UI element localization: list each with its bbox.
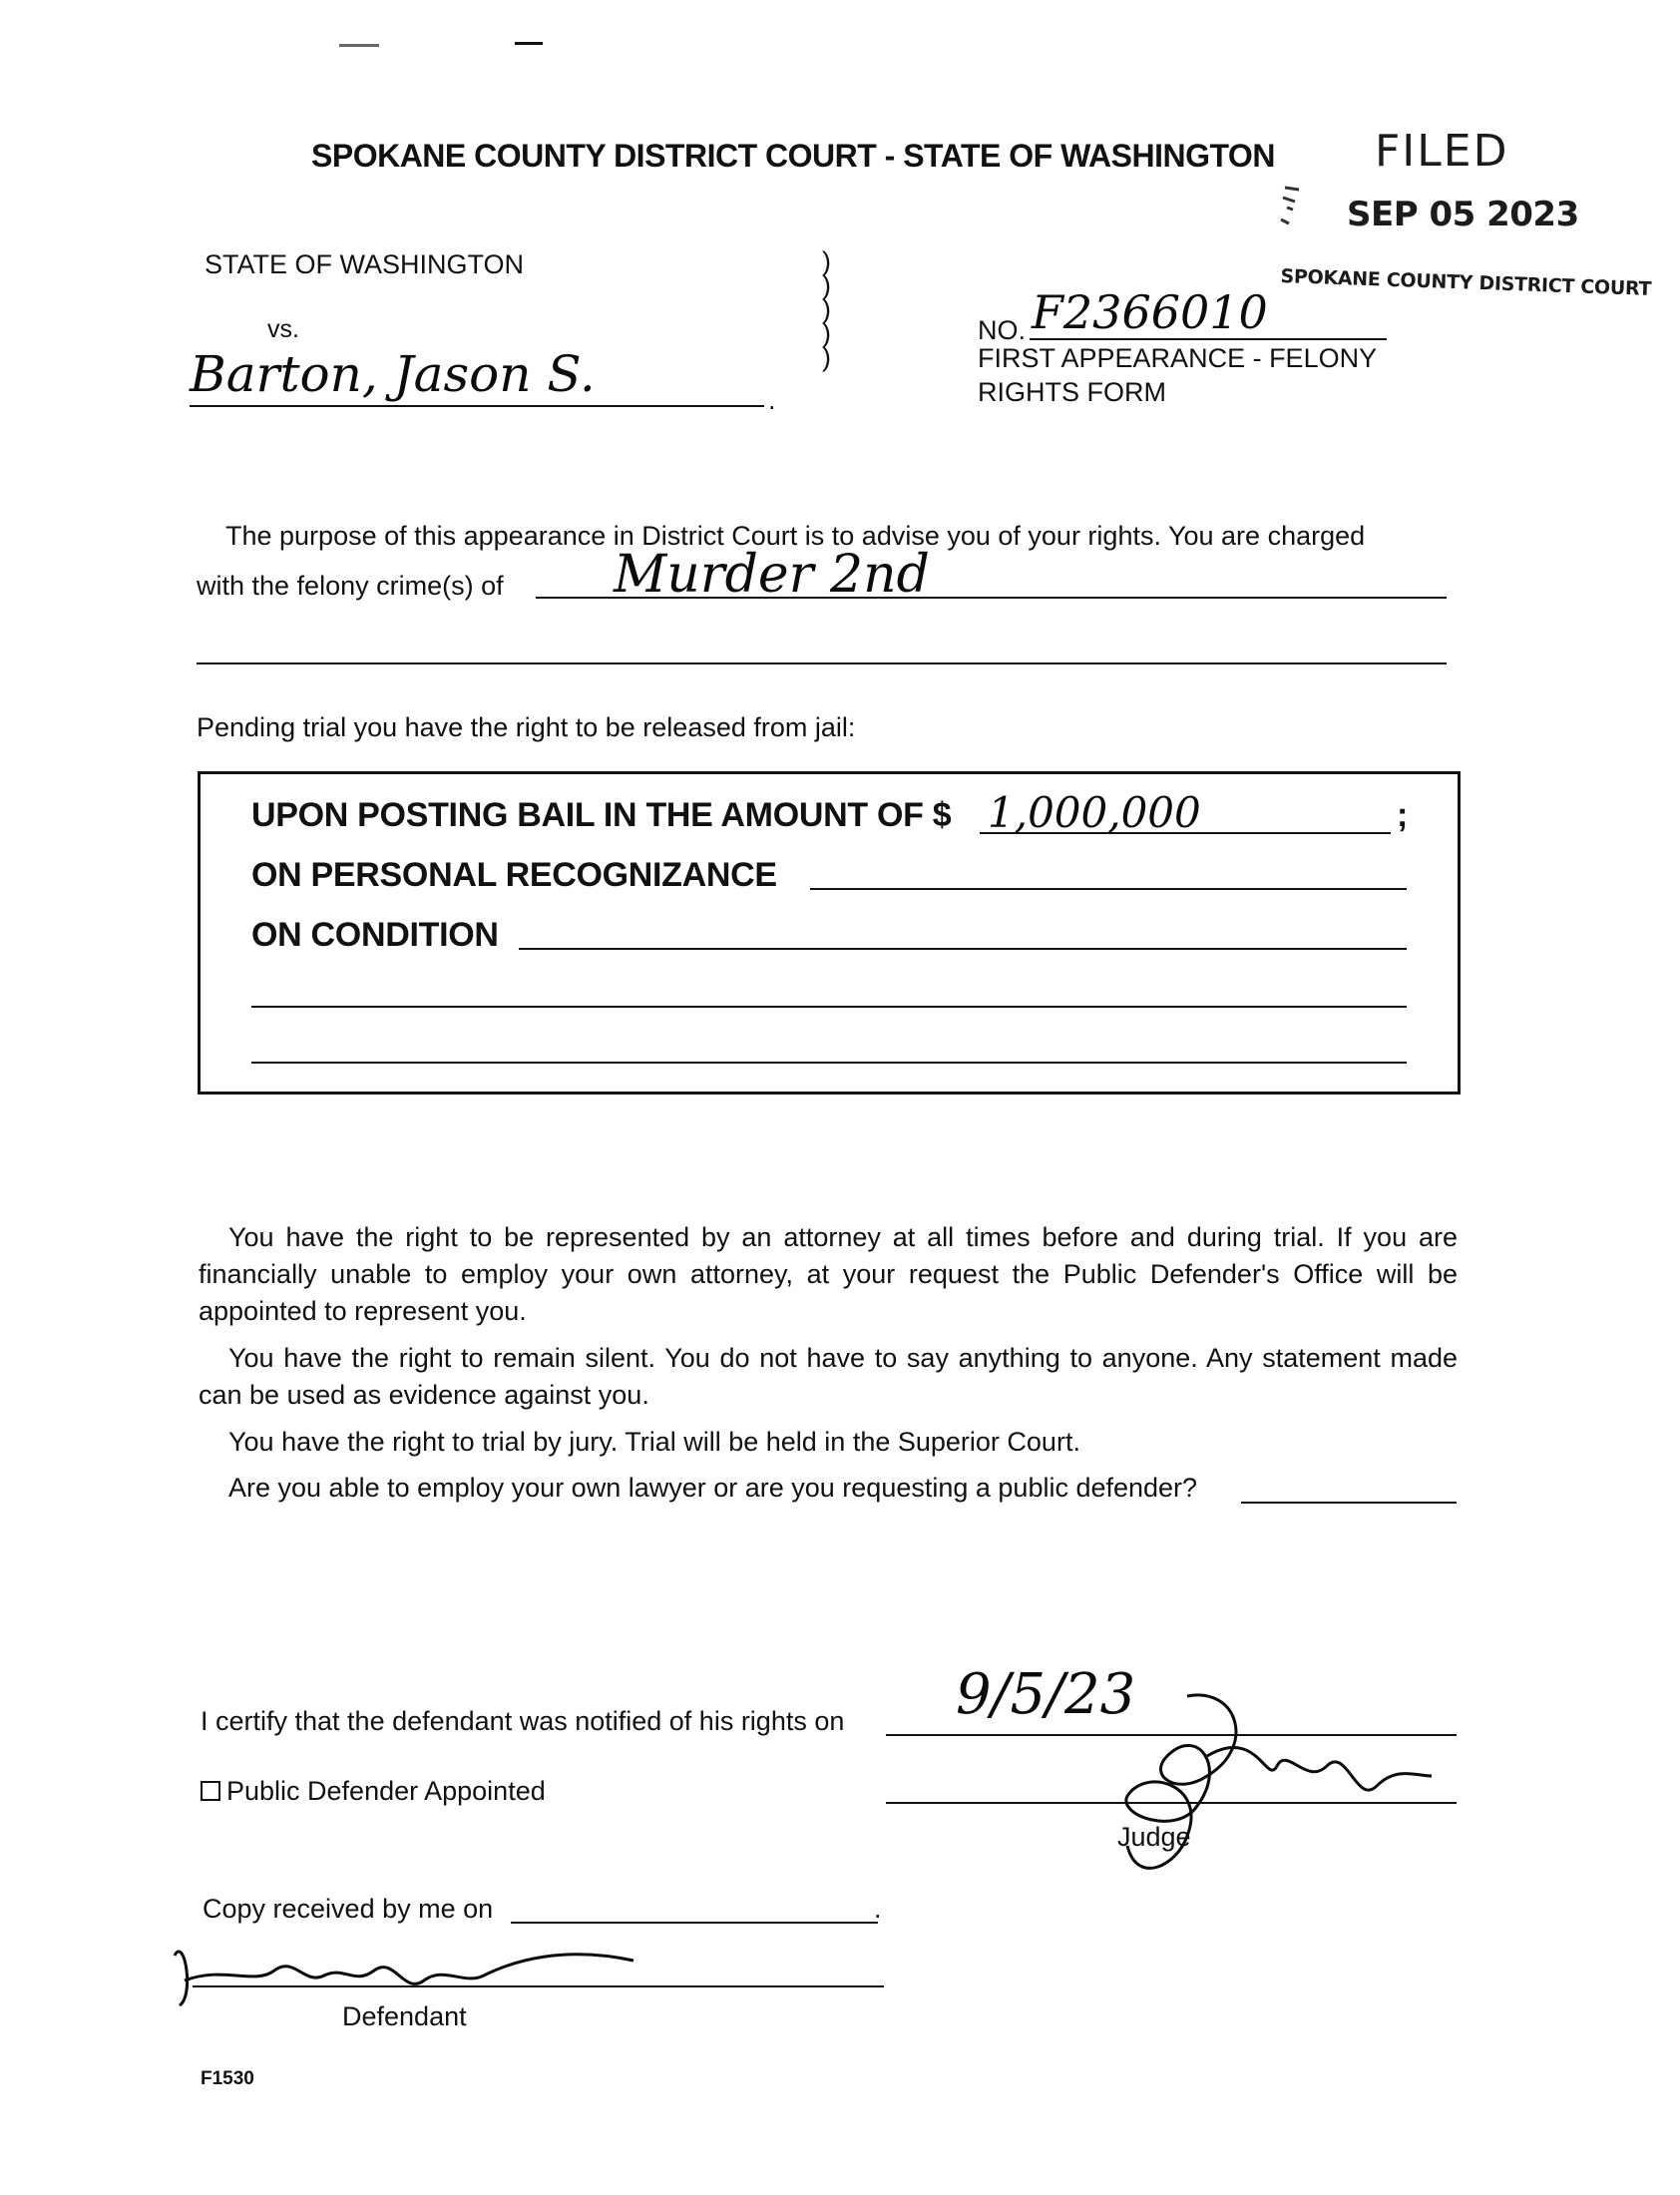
- case-number-handwritten: F2366010: [1032, 285, 1268, 339]
- public-defender-label: Public Defender Appointed: [226, 1776, 546, 1806]
- crime-handwritten: Murder 2nd: [614, 545, 930, 605]
- case-number-label: NO.: [978, 315, 1027, 345]
- scan-speck: [515, 42, 543, 45]
- defendant-signature-line: [193, 1985, 884, 1987]
- judge-label: Judge: [1117, 1822, 1191, 1852]
- attorney-right: You have the right to be represented by an attorney at all times before and during trial. If you are financially unable to employ your own attorney, at your request the Public Defender's Office will be appointed to represent you.: [199, 1222, 1458, 1326]
- public-defender-appointed: [201, 1776, 546, 1807]
- rights-section: [199, 1219, 1458, 1471]
- scan-speck: [339, 44, 379, 47]
- copy-received-period: .: [874, 1894, 882, 1924]
- lawyer-answer-line: [1241, 1502, 1457, 1504]
- charge-line-2: [197, 662, 1447, 664]
- filed-stamp-date: SEP 05 2023: [1347, 195, 1579, 234]
- public-defender-checkbox[interactable]: [201, 1781, 220, 1801]
- charge-sentence-cont: with the felony crime(s) of: [197, 571, 504, 601]
- defendant-line-period: .: [768, 385, 776, 415]
- defendant-label: Defendant: [342, 2001, 467, 2031]
- release-intro: Pending trial you have the right to be released from jail:: [197, 712, 856, 742]
- versus-label: vs.: [267, 315, 299, 343]
- judge-signature: [1057, 1686, 1437, 1906]
- bail-semicolon: ;: [1397, 796, 1409, 834]
- plaintiff-name: STATE OF WASHINGTON: [205, 249, 525, 279]
- condition-line-1: [519, 948, 1407, 950]
- condition-line-3: [251, 1062, 1407, 1064]
- bail-amount-handwritten: 1,000,000: [988, 788, 1201, 837]
- charge-sentence-start: The purpose of this appearance in District Court is to advise you of your rights. You are charged: [225, 521, 1366, 551]
- defendant-name-handwritten: Barton, Jason S.: [190, 345, 596, 403]
- condition-line-2: [251, 1006, 1407, 1008]
- stamp-mark: [1275, 184, 1305, 233]
- jury-right: You have the right to trial by jury. Trial will be held in the Superior Court.: [228, 1427, 1080, 1457]
- filed-stamp-word: FILED: [1375, 126, 1509, 177]
- form-title-line2: RIGHTS FORM: [978, 377, 1166, 407]
- bail-label: UPON POSTING BAIL IN THE AMOUNT OF $: [251, 796, 952, 834]
- condition-label: ON CONDITION: [251, 916, 499, 954]
- certification-statement: I certify that the defendant was notified of his rights on: [201, 1706, 845, 1736]
- filed-stamp-court: SPOKANE COUNTY DISTRICT COURT: [1280, 265, 1652, 300]
- certification-date-handwritten: 9/5/23: [956, 1662, 1136, 1727]
- silent-right: You have the right to remain silent. You do not have to say anything to anyone. Any statement made can be used as evidence against you.: [199, 1343, 1458, 1410]
- personal-recognizance-label: ON PERSONAL RECOGNIZANCE: [251, 856, 777, 894]
- defendant-name-line: [190, 405, 764, 407]
- copy-received-line: [511, 1922, 878, 1924]
- caption-parentheses: ) ) ) ) ): [822, 246, 831, 372]
- court-title: SPOKANE COUNTY DISTRICT COURT - STATE OF WASHINGTON: [311, 138, 1275, 174]
- personal-recognizance-line: [810, 888, 1407, 890]
- case-number-line: [1030, 338, 1387, 340]
- copy-received-label: Copy received by me on: [203, 1894, 494, 1924]
- bail-line: [980, 832, 1391, 834]
- form-code: F1530: [201, 2068, 254, 2089]
- lawyer-question: Are you able to employ your own lawyer or are you requesting a public defender?: [228, 1473, 1198, 1503]
- form-title-line1: FIRST APPEARANCE - FELONY: [978, 343, 1378, 373]
